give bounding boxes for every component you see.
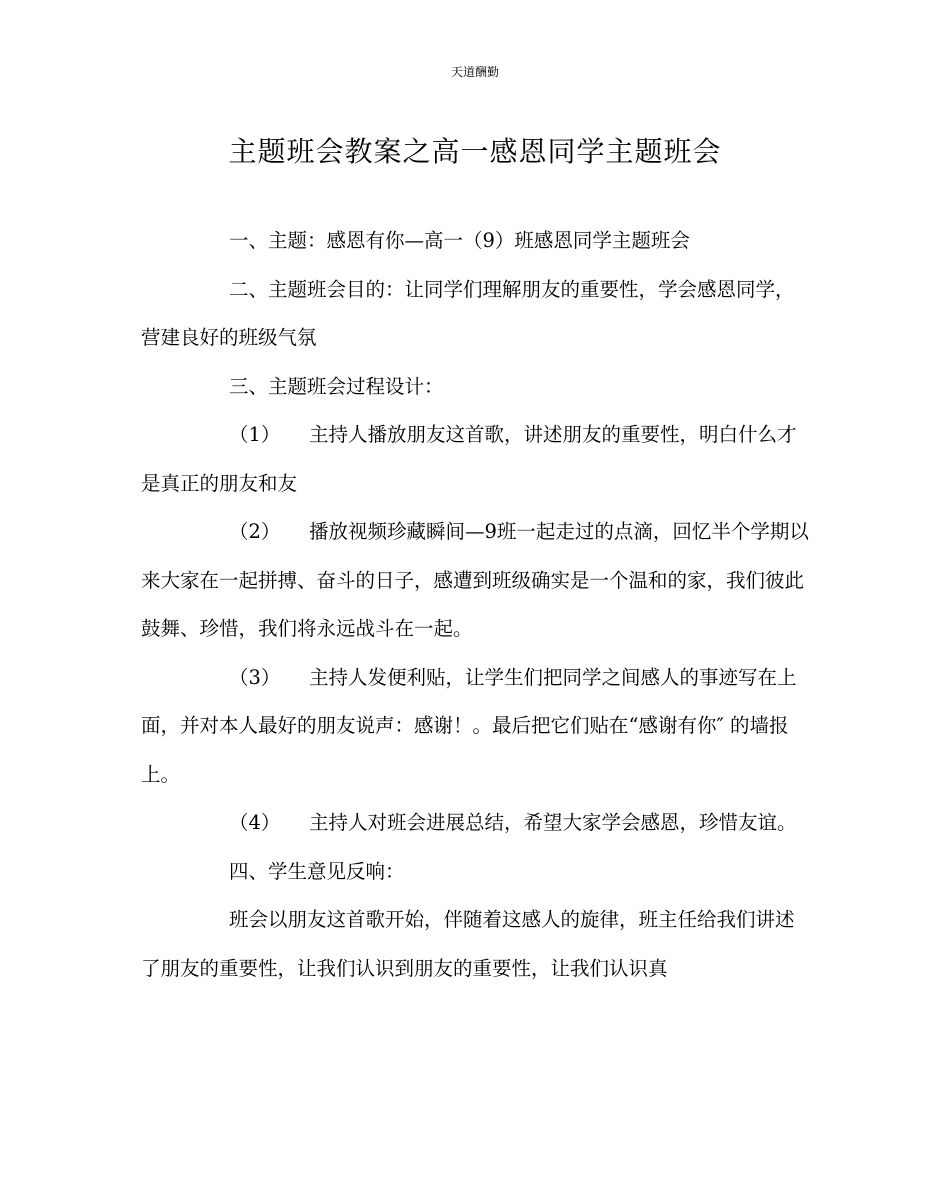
paragraph-text: 主持人对班会进展总结，希望大家学会感恩，珍惜友谊。	[309, 811, 797, 834]
step-number: （1）	[229, 423, 281, 446]
page-header: 天道酬勤	[450, 65, 499, 79]
paragraph-theme	[141, 217, 811, 266]
paragraph-step-3	[141, 654, 811, 800]
paragraph-step-2	[141, 508, 811, 654]
paragraph-step-1	[141, 411, 811, 508]
paragraph-text: 播放视频珍藏瞬间—9班一起走过的点滴，回忆半个学期以来大家在一起拼搏、奋斗的日子，感遭到班级确实是一个温和的家，我们彼此鼓舞、珍惜，我们将永远战斗在一起。	[141, 520, 809, 640]
paragraph-text: 主持人发便利贴，让学生们把同学之间感人的事迹写在上面，并对本人最好的朋友说声：感谢！。最后把它们贴在“感谢有你″ 的墙报上。	[141, 665, 797, 786]
document-title: 主题班会教案之高一感恩同学主题班会	[228, 135, 722, 168]
paragraph-feedback-heading	[141, 848, 811, 897]
step-number: （2）	[229, 520, 281, 543]
paragraph-step-4	[141, 799, 811, 848]
paragraph-feedback	[141, 896, 811, 993]
paragraph-text: 一、主题：感恩有你—高一（9）班感恩同学主题班会	[229, 229, 690, 252]
step-number: （3）	[229, 665, 281, 689]
paragraph-text: 四、学生意见反响：	[229, 859, 405, 883]
document-body	[141, 217, 811, 993]
paragraph-text: 三、主题班会过程设计：	[229, 374, 444, 398]
paragraph-text: 二、主题班会目的：让同学们理解朋友的重要性，学会感恩同学，营建良好的班级气氛	[141, 277, 795, 349]
paragraph-text: 主持人播放朋友这首歌，讲述朋友的重要性，明白什么才是真正的朋友和友	[141, 423, 797, 495]
paragraph-text: 班会以朋友这首歌开始，伴随着这感人的旋律，班主任给我们讲述了朋友的重要性，让我们认识到朋友的重要性，让我们认识真	[141, 908, 795, 980]
step-number: （4）	[229, 811, 281, 834]
paragraph-purpose	[141, 266, 811, 363]
paragraph-process-heading	[141, 363, 811, 412]
